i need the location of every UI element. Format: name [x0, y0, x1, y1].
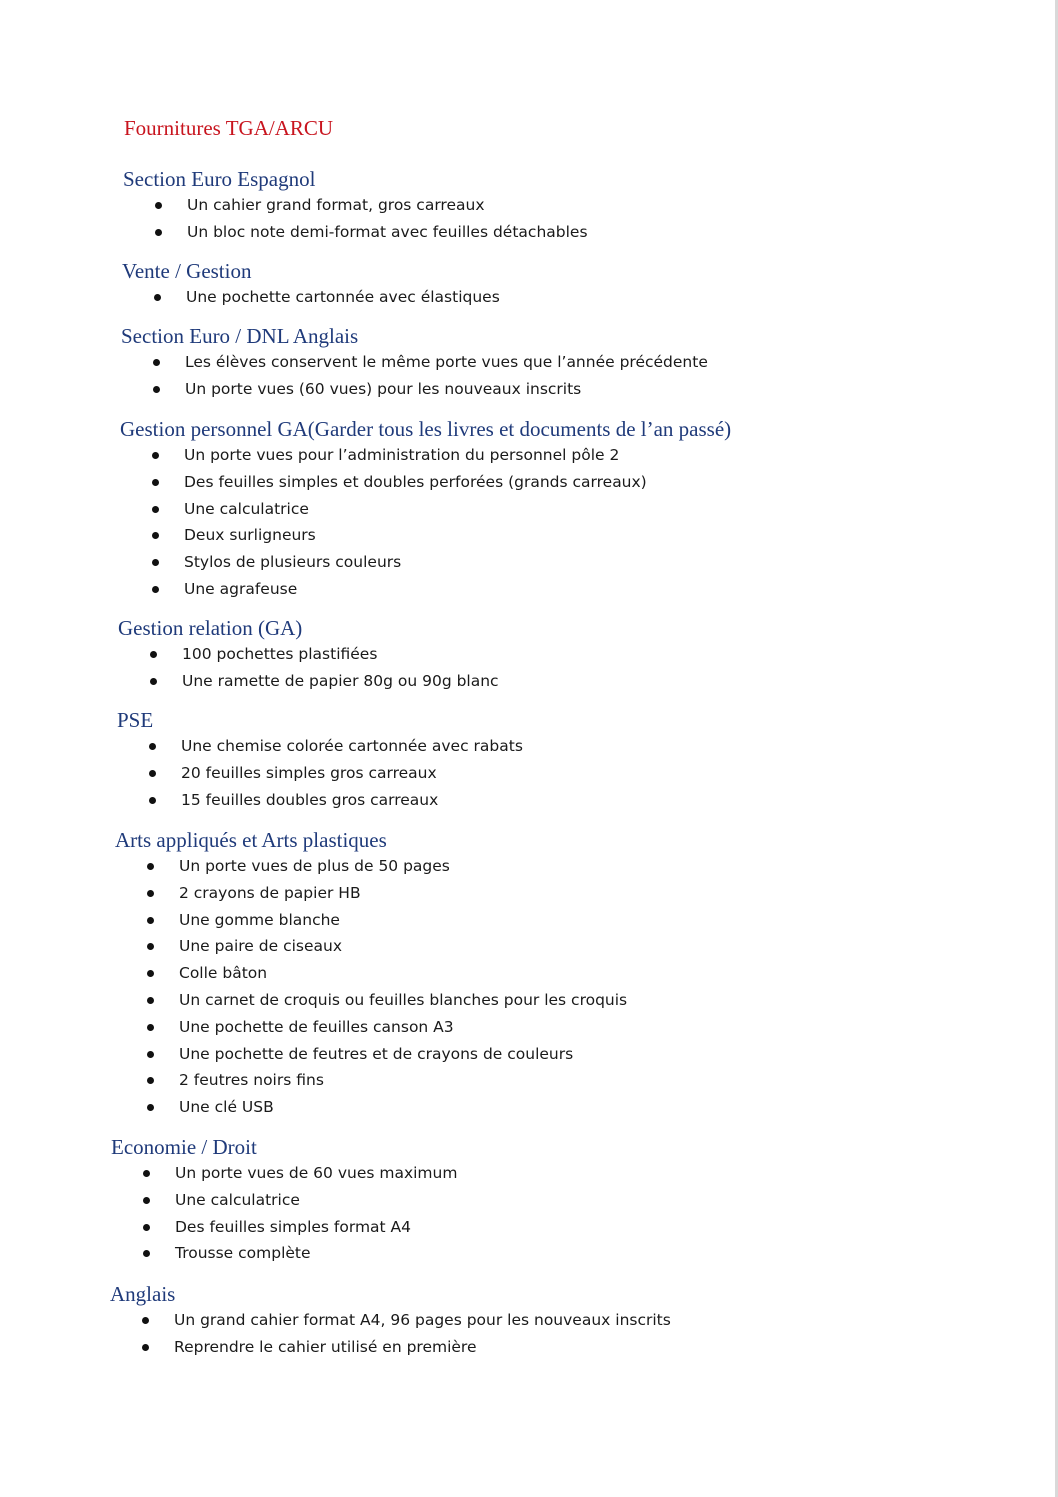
- list-item: [111, 1240, 457, 1267]
- list-item: [120, 496, 731, 523]
- item-list: [111, 1160, 457, 1267]
- bullet-icon: [152, 506, 159, 513]
- section-euro-dnl-anglais: [121, 323, 708, 403]
- item-list: [117, 733, 523, 813]
- bullet-icon: [147, 863, 154, 870]
- bullet-icon: [152, 452, 159, 459]
- list-item: [121, 376, 708, 403]
- item-list: [110, 1307, 671, 1361]
- section-heading: Anglais: [110, 1282, 176, 1306]
- bullet-icon: [143, 1197, 150, 1204]
- list-item: [115, 1041, 627, 1068]
- list-item: [115, 907, 627, 934]
- list-item: [115, 1094, 627, 1121]
- list-item-text: Une pochette de feuilles canson A3: [179, 1017, 454, 1036]
- list-item: [120, 442, 731, 469]
- list-item-text: 15 feuilles doubles gros carreaux: [181, 790, 439, 809]
- list-item-text: Reprendre le cahier utilisé en première: [174, 1337, 477, 1356]
- section-heading: PSE: [117, 708, 154, 732]
- list-item: [123, 219, 588, 246]
- list-item-text: Une clé USB: [179, 1098, 274, 1117]
- list-item-text: Les élèves conservent le même porte vues que l’année précédente: [185, 353, 708, 371]
- section-pse: [117, 707, 523, 813]
- item-list: [121, 349, 708, 403]
- bullet-icon: [147, 1104, 154, 1111]
- item-list: [122, 284, 500, 311]
- list-item: [117, 787, 523, 814]
- section-gestion-personnel: [120, 416, 731, 603]
- bullet-icon: [152, 559, 159, 566]
- document-title: Fournitures TGA/ARCU: [124, 116, 334, 140]
- section-heading: Section Euro Espagnol: [123, 167, 316, 191]
- list-item: [120, 549, 731, 576]
- list-item-text: Des feuilles simples et doubles perforées (grands carreaux): [184, 472, 647, 491]
- list-item: [115, 933, 627, 960]
- bullet-icon: [147, 1077, 154, 1084]
- list-item: [115, 987, 627, 1014]
- list-item: [123, 192, 588, 219]
- bullet-icon: [143, 1250, 150, 1257]
- section-heading: Section Euro / DNL Anglais: [121, 324, 359, 348]
- bullet-icon: [147, 917, 154, 924]
- list-item-text: 2 feutres noirs fins: [179, 1071, 324, 1090]
- list-item: [110, 1307, 671, 1334]
- list-item: [111, 1214, 457, 1241]
- list-item: [120, 522, 731, 549]
- list-item: [117, 733, 523, 760]
- bullet-icon: [143, 1170, 150, 1177]
- list-item: [111, 1160, 457, 1187]
- list-item-text: Stylos de plusieurs couleurs: [184, 553, 402, 572]
- list-item-text: Une paire de ciseaux: [179, 937, 343, 956]
- list-item: [110, 1334, 671, 1361]
- list-item-text: Une pochette cartonnée avec élastiques: [186, 288, 500, 306]
- item-list: [115, 853, 627, 1121]
- bullet-icon: [143, 1224, 150, 1231]
- list-item-text: 100 pochettes plastifiées: [182, 645, 378, 663]
- bullet-icon: [142, 1344, 149, 1351]
- bullet-icon: [147, 890, 154, 897]
- item-list: [118, 641, 499, 695]
- list-item: [115, 1014, 627, 1041]
- list-item-text: Une ramette de papier 80g ou 90g blanc: [182, 671, 499, 690]
- list-item-text: 20 feuilles simples gros carreaux: [181, 763, 437, 782]
- list-item: [118, 641, 499, 668]
- list-item: [118, 668, 499, 695]
- section-economie-droit: [111, 1134, 457, 1267]
- bullet-icon: [154, 294, 161, 301]
- section-vente-gestion: [122, 258, 500, 311]
- bullet-icon: [147, 943, 154, 950]
- list-item-text: Une agrafeuse: [184, 579, 298, 598]
- section-heading: Arts appliqués et Arts plastiques: [115, 828, 387, 852]
- list-item-text: Un grand cahier format A4, 96 pages pour les nouveaux inscrits: [174, 1311, 671, 1329]
- list-item: [115, 1067, 627, 1094]
- list-item-text: Une calculatrice: [184, 499, 309, 518]
- item-list: [123, 192, 588, 246]
- list-item: [117, 760, 523, 787]
- bullet-icon: [147, 1024, 154, 1031]
- list-item: [111, 1187, 457, 1214]
- bullet-icon: [155, 202, 162, 209]
- item-list: [120, 442, 731, 603]
- list-item-text: Des feuilles simples format A4: [175, 1217, 412, 1236]
- section-gestion-relation: [118, 615, 499, 695]
- section-anglais: [110, 1281, 671, 1361]
- section-heading: Vente / Gestion: [122, 259, 252, 283]
- list-item: [120, 469, 731, 496]
- bullet-icon: [150, 678, 157, 685]
- list-item-text: Un porte vues de plus de 50 pages: [179, 857, 450, 875]
- list-item-text: Trousse complète: [175, 1244, 311, 1263]
- list-item-text: 2 crayons de papier HB: [179, 883, 361, 902]
- bullet-icon: [149, 770, 156, 777]
- list-item: [120, 576, 731, 603]
- section-heading: Gestion personnel GA(Garder tous les livres et documents de l’an passé): [120, 417, 732, 441]
- list-item-text: Une gomme blanche: [179, 910, 340, 929]
- bullet-icon: [142, 1317, 149, 1324]
- section-heading: Gestion relation (GA): [118, 616, 303, 640]
- bullet-icon: [149, 743, 156, 750]
- bullet-icon: [153, 359, 160, 366]
- list-item: [115, 853, 627, 880]
- list-item-text: Un porte vues (60 vues) pour les nouveaux inscrits: [185, 379, 582, 398]
- section-heading: Economie / Droit: [111, 1135, 257, 1159]
- bullet-icon: [152, 586, 159, 593]
- bullet-icon: [149, 797, 156, 804]
- list-item-text: Une chemise colorée cartonnée avec rabats: [181, 737, 523, 755]
- bullet-icon: [152, 479, 159, 486]
- bullet-icon: [147, 997, 154, 1004]
- list-item: [122, 284, 500, 311]
- section-arts-appliques: [115, 827, 627, 1121]
- list-item-text: Une calculatrice: [175, 1190, 300, 1209]
- bullet-icon: [155, 229, 162, 236]
- bullet-icon: [147, 1051, 154, 1058]
- list-item-text: Deux surligneurs: [184, 526, 316, 545]
- section-euro-espagnol: [123, 166, 588, 246]
- bullet-icon: [153, 386, 160, 393]
- bullet-icon: [147, 970, 154, 977]
- list-item: [115, 960, 627, 987]
- bullet-icon: [152, 532, 159, 539]
- bullet-icon: [150, 651, 157, 658]
- list-item-text: Colle bâton: [179, 964, 268, 983]
- list-item-text: Une pochette de feutres et de crayons de couleurs: [179, 1044, 574, 1063]
- list-item-text: Un porte vues pour l’administration du personnel pôle 2: [184, 446, 620, 464]
- list-item-text: Un carnet de croquis ou feuilles blanches pour les croquis: [179, 990, 628, 1009]
- list-item: [121, 349, 708, 376]
- list-item-text: Un cahier grand format, gros carreaux: [187, 196, 485, 214]
- list-item-text: Un bloc note demi-format avec feuilles détachables: [187, 222, 588, 241]
- list-item-text: Un porte vues de 60 vues maximum: [175, 1164, 458, 1182]
- list-item: [115, 880, 627, 907]
